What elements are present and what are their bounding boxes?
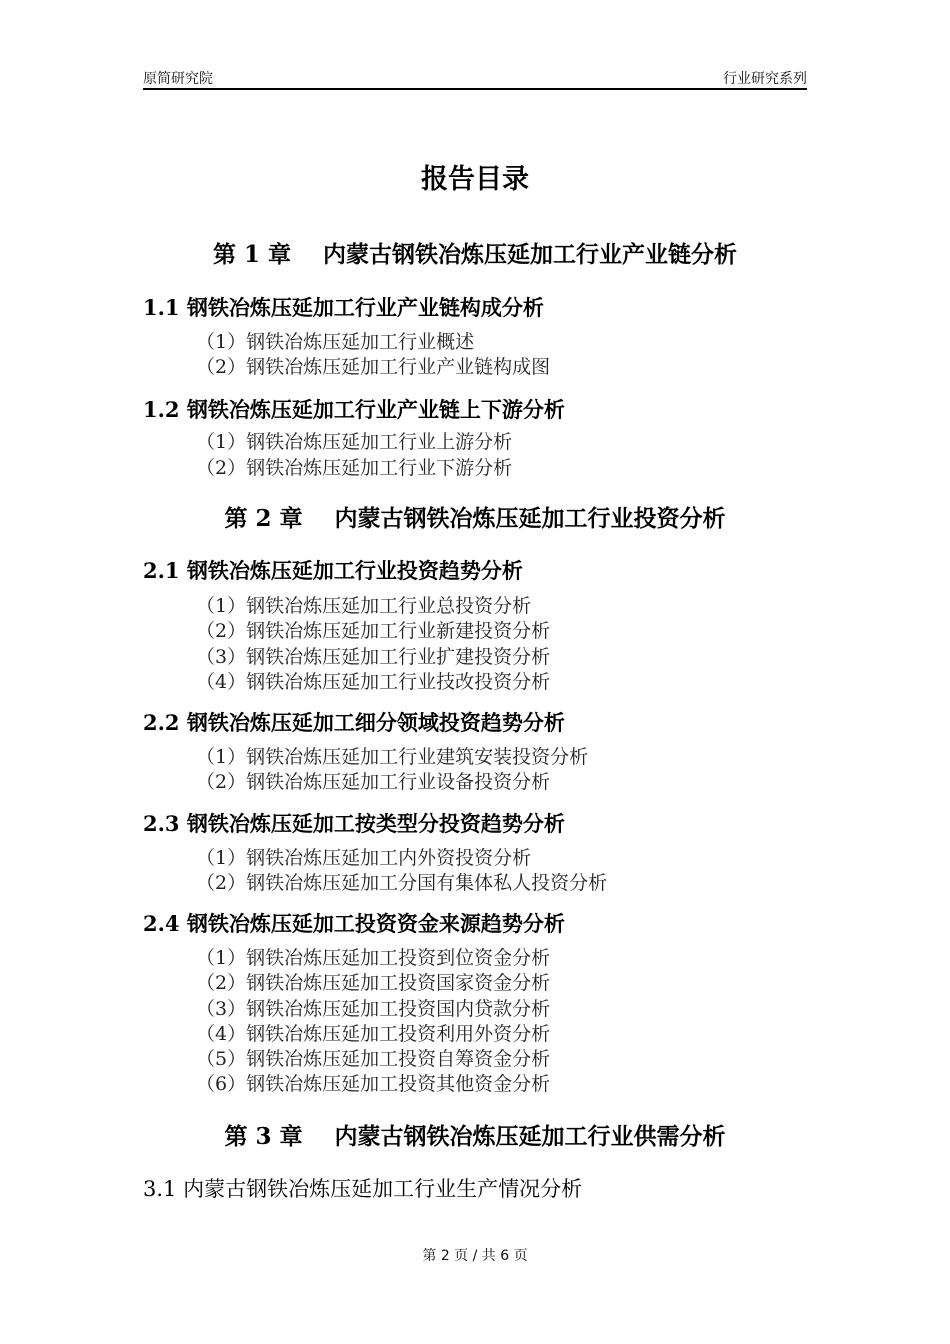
toc-item: （4）钢铁冶炼压延加工投资利用外资分析 <box>196 1023 551 1045</box>
toc-item: （2）钢铁冶炼压延加工投资国家资金分析 <box>196 972 551 994</box>
toc-item: （4）钢铁冶炼压延加工行业技改投资分析 <box>196 671 551 693</box>
toc-item: （1）钢铁冶炼压延加工行业上游分析 <box>196 431 513 453</box>
chapter-3-heading: 第 3 章 内蒙古钢铁冶炼压延加工行业供需分析 <box>224 1123 726 1150</box>
section-1-1-heading: 1.1 钢铁冶炼压延加工行业产业链构成分析 <box>143 295 544 320</box>
section-3-1-heading: 3.1 内蒙古钢铁冶炼压延加工行业生产情况分析 <box>143 1177 583 1201</box>
toc-item: （1）钢铁冶炼压延加工行业总投资分析 <box>196 595 532 617</box>
section-2-4-heading: 2.4 钢铁冶炼压延加工投资资金来源趋势分析 <box>143 911 565 936</box>
header-series-name: 行业研究系列 <box>723 71 807 87</box>
page-title: 报告目录 <box>421 164 529 195</box>
toc-item: （2）钢铁冶炼压延加工分国有集体私人投资分析 <box>196 872 608 894</box>
chapter-2-heading: 第 2 章 内蒙古钢铁冶炼压延加工行业投资分析 <box>224 505 726 532</box>
header-divider <box>143 88 807 90</box>
toc-item: （2）钢铁冶炼压延加工行业下游分析 <box>196 457 513 479</box>
toc-item: （5）钢铁冶炼压延加工投资自筹资金分析 <box>196 1048 551 1070</box>
toc-item: （3）钢铁冶炼压延加工行业扩建投资分析 <box>196 646 551 668</box>
toc-item: （2）钢铁冶炼压延加工行业设备投资分析 <box>196 771 551 793</box>
section-1-2-heading: 1.2 钢铁冶炼压延加工行业产业链上下游分析 <box>143 397 565 422</box>
header-org-name: 原简研究院 <box>143 71 213 87</box>
chapter-1-heading: 第 1 章 内蒙古钢铁冶炼压延加工行业产业链分析 <box>212 241 738 268</box>
page-number-footer: 第 2 页 / 共 6 页 <box>422 1248 528 1264</box>
section-2-3-heading: 2.3 钢铁冶炼压延加工按类型分投资趋势分析 <box>143 811 565 836</box>
toc-item: （1）钢铁冶炼压延加工内外资投资分析 <box>196 847 532 869</box>
toc-item: （2）钢铁冶炼压延加工行业新建投资分析 <box>196 620 551 642</box>
toc-item: （2）钢铁冶炼压延加工行业产业链构成图 <box>196 356 551 378</box>
toc-item: （1）钢铁冶炼压延加工行业建筑安装投资分析 <box>196 746 589 768</box>
toc-item: （3）钢铁冶炼压延加工投资国内贷款分析 <box>196 998 551 1020</box>
section-2-2-heading: 2.2 钢铁冶炼压延加工细分领域投资趋势分析 <box>143 710 565 735</box>
toc-item: （6）钢铁冶炼压延加工投资其他资金分析 <box>196 1073 551 1095</box>
toc-item: （1）钢铁冶炼压延加工行业概述 <box>196 331 475 353</box>
section-2-1-heading: 2.1 钢铁冶炼压延加工行业投资趋势分析 <box>143 558 523 583</box>
toc-item: （1）钢铁冶炼压延加工投资到位资金分析 <box>196 947 551 969</box>
